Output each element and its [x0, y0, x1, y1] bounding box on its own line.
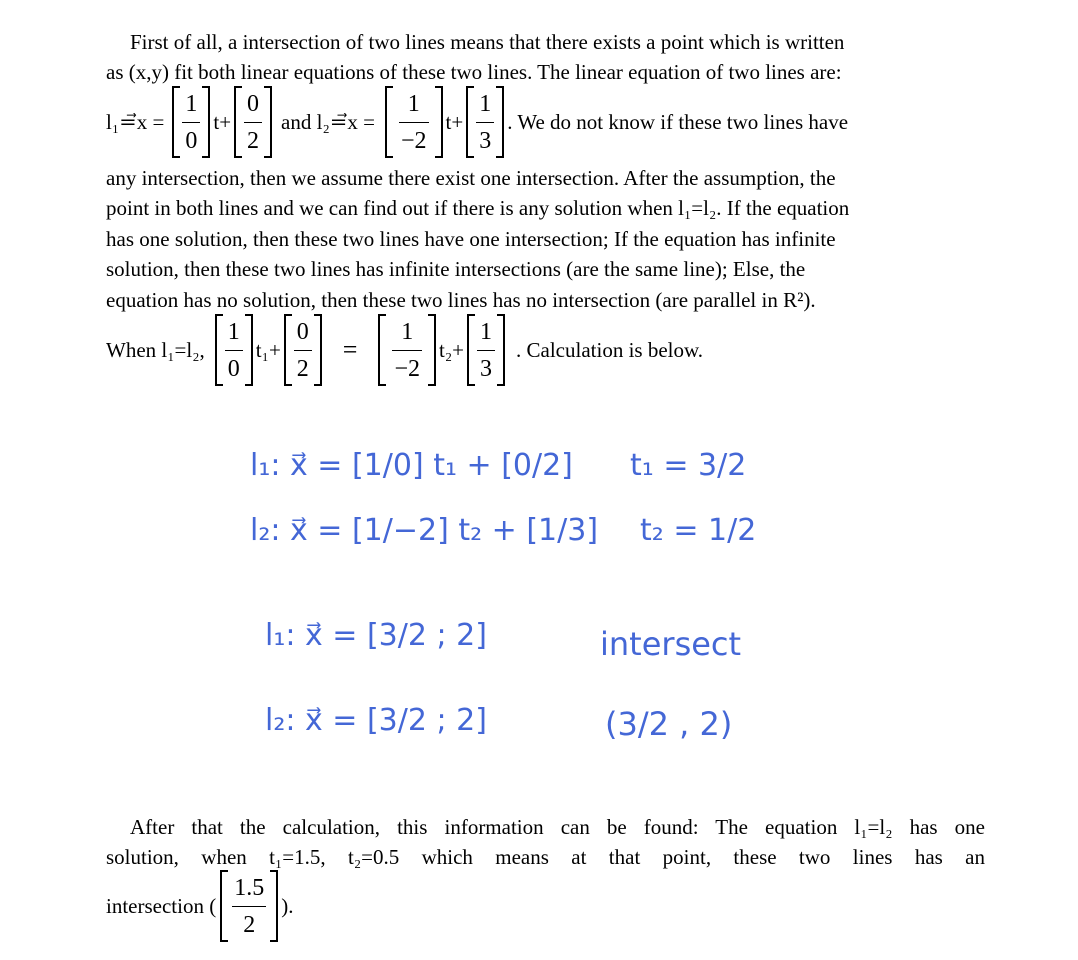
vector-top: 1	[401, 318, 414, 345]
text-line: point in both lines and we can find out if there is any solution when l₁=l₂. If the equation	[106, 196, 850, 220]
vector-bottom: 2	[243, 911, 256, 938]
hand-point: (3/2 , 2)	[605, 705, 733, 743]
hand-intersect: intersect	[600, 625, 742, 663]
intersection-label: intersection (	[106, 893, 217, 918]
vector	[234, 84, 272, 160]
when-label: When l₁=l₂,	[106, 337, 205, 362]
and-l2-label: and l₂=⃗x =	[281, 109, 375, 134]
vector-top: 1	[479, 90, 492, 117]
vector	[467, 312, 505, 388]
vector-top: 1.5	[234, 874, 265, 901]
hand-row-3: l₁: x⃗ = [3/2 ; 2]	[265, 618, 487, 653]
hand-row-2-result: t₂ = 1/2	[640, 513, 757, 548]
vector-bottom: 3	[479, 127, 492, 154]
intersection-result	[106, 868, 293, 944]
hand-row-1: l₁: x⃗ = [1/0] t₁ + [0/2]	[250, 448, 573, 483]
vector-bottom: 2	[296, 355, 309, 382]
l1-label: l₁=⃗x =	[106, 109, 165, 134]
vector	[215, 312, 253, 388]
t-plus: t+	[213, 109, 232, 134]
hand-row-4: l₂: x⃗ = [3/2 ; 2]	[265, 703, 487, 738]
vector	[378, 312, 436, 388]
vector	[172, 84, 210, 160]
vector-top: 1	[407, 90, 420, 117]
calculation-note: . Calculation is below.	[516, 337, 704, 362]
hand-row-1-result: t₁ = 3/2	[630, 448, 747, 483]
vector-bottom: 0	[185, 127, 198, 154]
text-tail: . We do not know if these two lines have	[507, 109, 849, 134]
handwritten-calculation	[250, 425, 810, 765]
text-line: equation has no solution, then these two lines has no intersection (are parallel in R²).	[106, 288, 816, 312]
vector-bottom: 3	[480, 355, 493, 382]
vector	[284, 312, 322, 388]
vector	[385, 84, 443, 160]
equals-sign: =	[342, 335, 358, 364]
text-line: After that the calculation, this information can be found: The equation l₁=l₂ has one	[130, 815, 985, 839]
vector-bottom: 0	[227, 355, 240, 382]
t-plus: t+	[445, 109, 464, 134]
t2-plus: t₂+	[439, 337, 465, 362]
closing-paren: ).	[281, 893, 294, 918]
text-line: any intersection, then we assume there exist one intersection. After the assumption, the	[106, 166, 836, 190]
line-equations	[106, 84, 848, 160]
vector	[220, 868, 278, 944]
vector-top: 1	[480, 318, 493, 345]
vector-bottom: −2	[400, 127, 427, 154]
hand-row-2: l₂: x⃗ = [1/−2] t₂ + [1/3]	[250, 513, 599, 548]
text-line: has one solution, then these two lines have one intersection; If the equation has infinite	[106, 227, 836, 251]
text-line: solution, when t₁=1.5, t₂=0.5 which means at that point, these two lines has an	[106, 845, 985, 869]
text-line: First of all, a intersection of two lines means that there exists a point which is written	[130, 30, 845, 54]
text-line: solution, then these two lines has infinite intersections (are the same line); Else, the	[106, 257, 806, 281]
equation-l1-equals-l2	[106, 312, 703, 388]
t1-plus: t₁+	[255, 337, 281, 362]
vector-bottom: −2	[394, 355, 421, 382]
text-line: as (x,y) fit both linear equations of these two lines. The linear equation of two lines are:	[106, 60, 842, 84]
vector-top: 1	[185, 90, 198, 117]
vector-bottom: 2	[247, 127, 260, 154]
vector-top: 1	[227, 318, 240, 345]
vector-top: 0	[247, 90, 260, 117]
vector	[466, 84, 504, 160]
vector-top: 0	[296, 318, 309, 345]
